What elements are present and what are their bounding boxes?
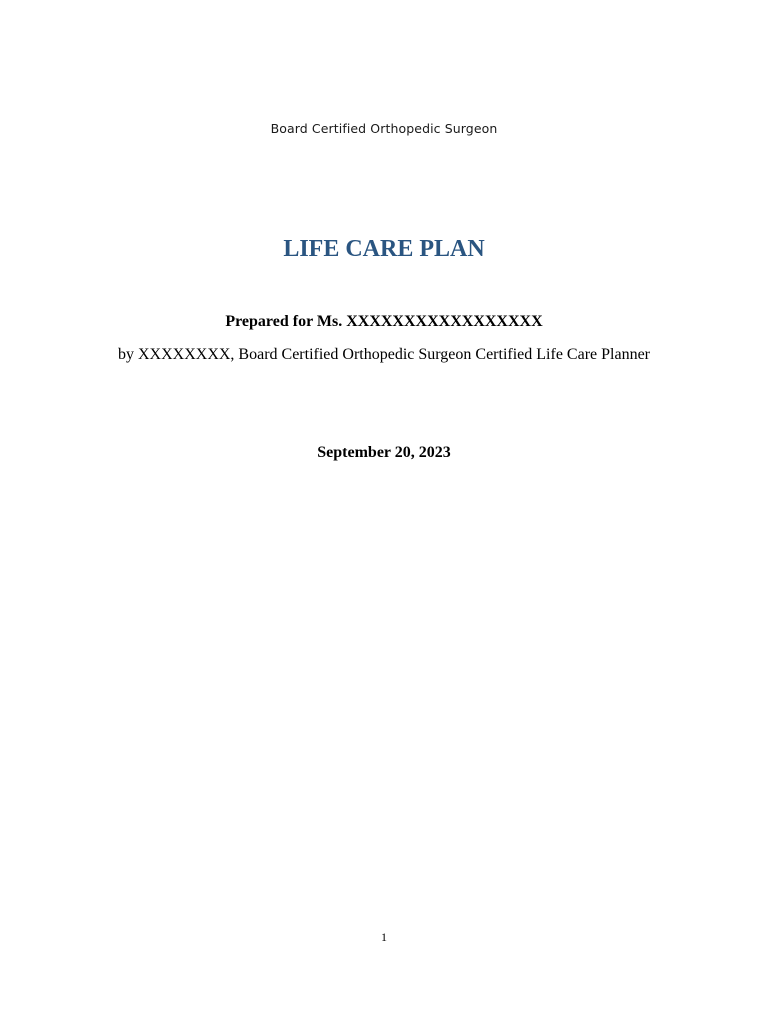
page-number: 1	[381, 930, 387, 944]
document-title: LIFE CARE PLAN	[283, 236, 485, 262]
page-header: Board Certified Orthopedic Surgeon	[270, 121, 498, 136]
prepared-by-line: by XXXXXXXX, Board Certified Orthopedic Surgeon Certified Life Care Planner	[117, 346, 650, 363]
prepared-for-line: Prepared for Ms. XXXXXXXXXXXXXXXXX	[225, 313, 543, 330]
report-date: September 20, 2023	[317, 444, 451, 461]
